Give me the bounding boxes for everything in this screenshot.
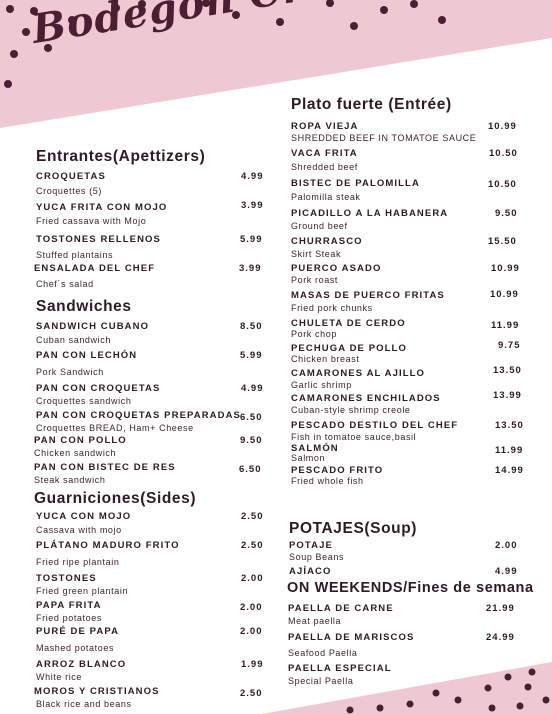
item-price: 10.99 [488, 121, 517, 132]
item-description: Palomilla steak [291, 192, 361, 202]
item-name: PAELLA DE MARISCOS [288, 632, 415, 643]
item-description: Croquettes sandwich [36, 396, 132, 406]
item-name: TOSTONES RELLENOS [36, 234, 161, 245]
item-description: Fried ripe plantain [36, 557, 120, 567]
item-price: 13.50 [493, 365, 522, 376]
item-name: PESCADO DESTILO DEL CHEF [291, 420, 459, 431]
item-name: ENSALADA DEL CHEF [34, 263, 156, 274]
item-price: 9.50 [240, 435, 263, 446]
item-price: 11.99 [495, 445, 524, 456]
item-description: Fried green plantain [36, 586, 129, 596]
item-name: PECHUGA DE POLLO [291, 343, 407, 354]
item-description: Chicken sandwich [34, 448, 117, 458]
item-name: YUCA CON MOJO [36, 511, 132, 522]
item-description: Fish in tomatoe sauce,basil [291, 432, 417, 442]
item-name: POTAJE [289, 540, 333, 551]
item-name: PLÁTANO MADURO FRITO [36, 540, 180, 551]
item-name: VACA FRITA [291, 148, 358, 159]
item-description: Cassava with mojo [36, 525, 122, 535]
section-heading-entrantes: Entrantes(Apettizers) [36, 148, 206, 165]
item-description: Chef´s salad [36, 279, 94, 289]
item-price: 2.50 [240, 688, 263, 699]
item-price: 2.00 [241, 573, 264, 584]
item-name: TOSTONES [36, 573, 97, 584]
item-description: Fried pork chunks [291, 303, 373, 313]
item-description: Special Paella [288, 676, 354, 686]
item-name: CHURRASCO [291, 236, 363, 247]
item-price: 2.50 [241, 511, 264, 522]
item-description: Steak sandwich [34, 475, 106, 485]
item-name: CAMARONES ENCHILADOS [291, 393, 441, 404]
item-name: CHULETA DE CERDO [291, 318, 406, 329]
item-description: Cuban-style shrimp creole [291, 405, 411, 415]
item-price: 2.00 [240, 602, 263, 613]
item-description: Croquettes BREAD, Ham+ Cheese [36, 423, 194, 433]
item-price: 4.99 [241, 171, 264, 182]
item-name: PESCADO FRITO [291, 465, 384, 476]
item-description: Salmon [291, 453, 326, 463]
item-description: Meat paella [288, 616, 342, 626]
item-price: 3.99 [241, 200, 264, 211]
item-name: CAMARONES AL AJILLO [291, 368, 426, 379]
item-price: 21.99 [486, 603, 515, 614]
item-price: 8.50 [240, 321, 263, 332]
item-description: Pork Sandwich [36, 367, 104, 377]
item-name: BISTEC DE PALOMILLA [291, 178, 420, 189]
item-description: Pork chop [291, 329, 337, 339]
section-heading-potajes: POTAJES(Soup) [289, 520, 418, 537]
item-price: 4.99 [495, 566, 518, 577]
section-heading-plato-fuerte: Plato fuerte (Entrée) [291, 96, 452, 113]
item-description: Skirt Steak [291, 249, 342, 259]
item-name: ROPA VIEJA [291, 121, 359, 132]
item-name: MASAS DE PUERCO FRITAS [291, 290, 445, 301]
item-name: MOROS Y CRISTIANOS [34, 686, 160, 697]
item-name: PAELLA DE CARNE [288, 603, 394, 614]
item-name: ARROZ BLANCO [36, 659, 127, 670]
item-price: 13.50 [495, 420, 524, 431]
item-price: 9.50 [495, 208, 518, 219]
item-price: 10.99 [491, 263, 520, 274]
item-price: 10.50 [488, 179, 517, 190]
item-name: PURÉ DE PAPA [36, 626, 120, 637]
item-price: 2.00 [240, 626, 263, 637]
item-name: PUERCO ASADO [291, 263, 382, 274]
item-name: CROQUETAS [36, 171, 106, 182]
item-price: 5.99 [240, 234, 263, 245]
item-name: SANDWICH CUBANO [36, 321, 150, 332]
item-description: Shredded beef [291, 162, 358, 172]
item-description: Soup Beans [289, 552, 345, 562]
item-name: PAPA FRITA [36, 600, 102, 611]
item-name: PAN CON CROQUETAS [36, 383, 161, 394]
item-description: Cuban sandwich [36, 335, 111, 345]
item-price: 14.99 [495, 465, 524, 476]
item-price: 24.99 [486, 632, 515, 643]
item-description: Black rice and beans [36, 699, 132, 709]
item-description: Chicken breast [291, 354, 360, 364]
item-price: 5.99 [240, 350, 263, 361]
item-name: PICADILLO A LA HABANERA [291, 208, 449, 219]
section-heading-sandwiches: Sandwiches [36, 298, 132, 315]
item-description: Fried whole fish [291, 476, 364, 486]
item-price: 6.50 [239, 464, 262, 475]
item-price: 10.99 [490, 289, 519, 300]
item-description: Pork roast [291, 275, 339, 285]
section-heading-guarniciones: Guarniciones(Sides) [34, 490, 197, 507]
item-description: Croquettes (5) [36, 186, 102, 196]
item-description: Seafood Paella [288, 648, 358, 658]
section-heading-weekends: ON WEEKENDS/Fines de semana [287, 580, 534, 596]
item-description: Fried potatoes [36, 613, 102, 623]
item-price: 2.00 [495, 540, 518, 551]
item-description: White rice [36, 672, 83, 682]
item-price: 4.99 [241, 383, 264, 394]
item-description: Fried cassava with Mojo [36, 216, 147, 226]
item-description: Mashed potatoes [36, 643, 115, 653]
item-name: YUCA FRITA CON MOJO [36, 202, 168, 213]
item-price: 11.99 [491, 320, 520, 331]
item-price: 6.50 [240, 412, 263, 423]
item-name: PAELLA ESPECIAL [288, 663, 392, 674]
item-price: 15.50 [488, 236, 517, 247]
item-price: 9.75 [498, 340, 521, 351]
item-price: 13.99 [493, 390, 522, 401]
item-name: PAN CON LECHÓN [36, 350, 138, 361]
item-description: Garlic shrimp [291, 380, 352, 390]
item-price: 3.99 [239, 263, 262, 274]
item-description: Ground beef [291, 221, 348, 231]
item-description: SHREDDED BEEF IN TOMATOE SAUCE [291, 133, 477, 143]
item-description: Stuffed plantains [36, 250, 114, 260]
item-price: 1.99 [241, 659, 264, 670]
item-name: PAN CON CROQUETAS PREPARADAS [36, 410, 241, 421]
item-price: 10.50 [489, 148, 518, 159]
item-price: 2.50 [241, 540, 264, 551]
item-name: SALMÓN [291, 443, 339, 454]
item-name: AJÍACO [289, 566, 332, 577]
item-name: PAN CON POLLO [34, 435, 127, 446]
item-name: PAN CON BISTEC DE RES [34, 462, 176, 473]
